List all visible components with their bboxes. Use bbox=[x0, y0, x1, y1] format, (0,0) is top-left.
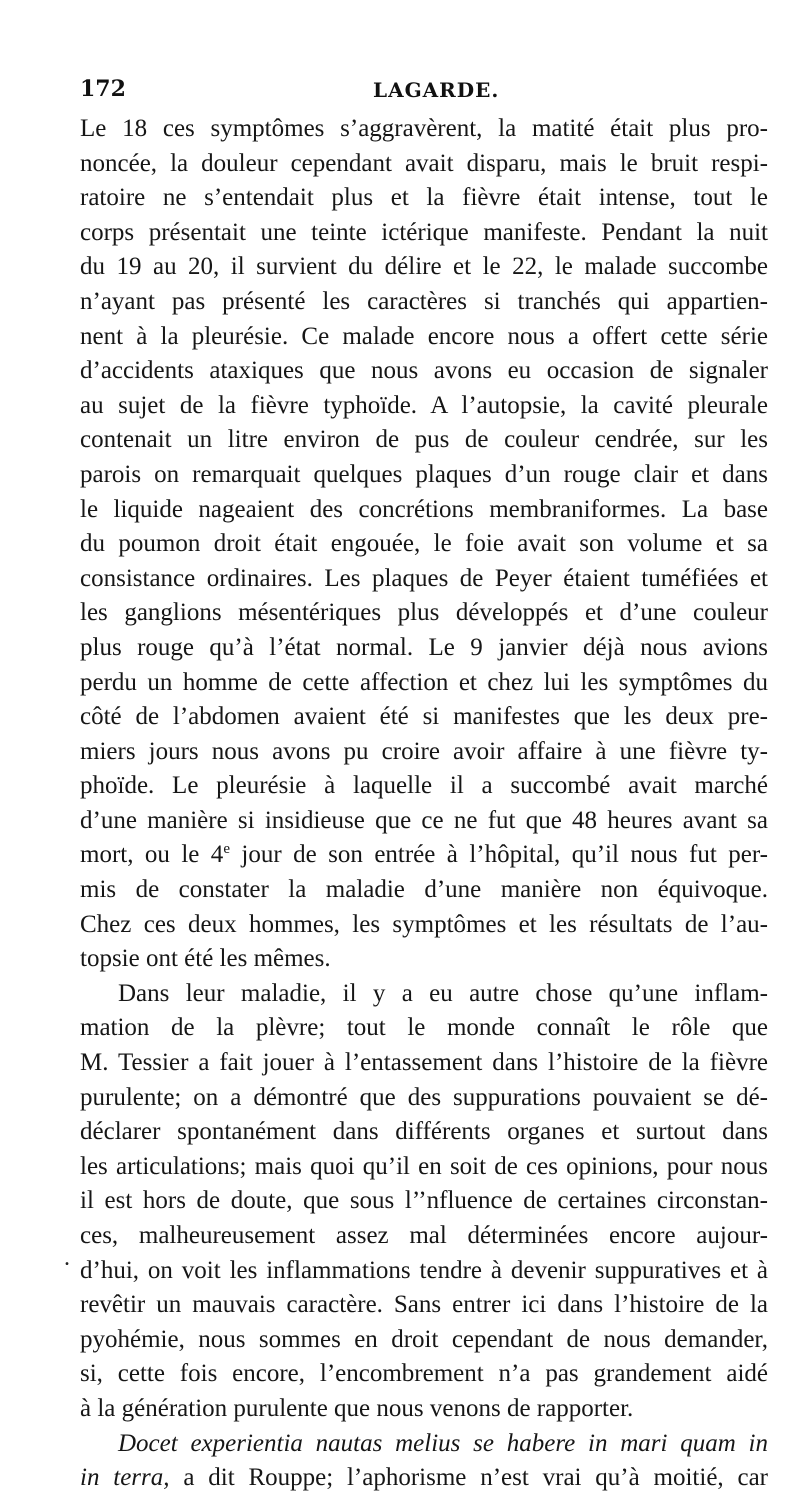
text-line: phoïde. Le pleurésie à laquelle il a succombé avait marché bbox=[80, 772, 768, 800]
text-line-mixed bbox=[80, 1461, 768, 1496]
text-line: purulente; on a démontré que des suppurations pouvaient se dé- bbox=[80, 1083, 768, 1111]
text-line: nent à la pleurésie. Ce malade encore nous a offert cette série bbox=[80, 322, 768, 350]
page-number: 172 bbox=[80, 76, 126, 102]
text-line: déclarer spontanément dans différents organes et surtout dans bbox=[80, 1118, 768, 1146]
text-line: corps présentait une teinte ictérique manifeste. Pendant la nuit bbox=[80, 218, 768, 246]
text-line: miers jours nous avons pu croire avoir affaire à une fièvre ty- bbox=[80, 737, 768, 765]
text-line: d’hui, on voit les inflammations tendre à devenir suppuratives et à bbox=[80, 1256, 768, 1284]
text-fragment: mort, ou le 4 bbox=[80, 841, 224, 869]
text-line: le liquide nageaient des concrétions membraniformes. La base bbox=[80, 495, 768, 523]
margin-mark: . bbox=[64, 1245, 70, 1271]
text-line: Chez ces deux hommes, les symptômes et les résultats de l’au- bbox=[80, 910, 768, 938]
text-line: parois on remarquait quelques plaques d’un rouge clair et dans bbox=[80, 460, 768, 488]
running-head: LAGARDE. bbox=[373, 78, 500, 102]
text-line: il est hors de doute, que sous l’’nfluence de certaines circonstan- bbox=[80, 1187, 768, 1215]
text-line: côté de l’abdomen avaient été si manifestes que les deux pre- bbox=[80, 703, 768, 731]
text-line: mis de constater la maladie d’une manière non équivoque. bbox=[80, 876, 768, 904]
text-line: perdu un homme de cette affection et chez lui les symptômes du bbox=[80, 668, 768, 696]
latin-quote-end: in terra, bbox=[80, 1464, 170, 1492]
text-line: topsie ont été les mêmes. bbox=[80, 945, 331, 973]
text-line-italic bbox=[80, 1427, 768, 1462]
text-fragment: a dit Rouppe; l’aphorisme n’est vrai qu’à moitié, car bbox=[183, 1464, 769, 1492]
text-line: à la génération purulente que nous venons de rapporter. bbox=[80, 1394, 634, 1422]
text-line: du 19 au 20, il survient du délire et le 22, le malade succombe bbox=[80, 253, 768, 281]
text-line: d’une manière si insidieuse que ce ne fut que 48 heures avant sa bbox=[80, 806, 768, 834]
text-line-with-superscript bbox=[80, 838, 768, 873]
text-fragment: jour de son entrée à l’hôpital, qu’il nous fut per- bbox=[229, 841, 768, 869]
latin-quote: Docet experientia nautas melius se habere in mari quam in bbox=[118, 1429, 768, 1457]
text-line: au sujet de la fièvre typhoïde. A l’autopsie, la cavité pleurale bbox=[80, 391, 768, 419]
text-line: ces, malheureusement assez mal déterminées encore aujour- bbox=[80, 1222, 768, 1249]
text-line: du poumon droit était engouée, le foie avait son volume et sa bbox=[80, 530, 768, 558]
text-line: ratoire ne s’entendait plus et la fièvre était intense, tout le bbox=[80, 184, 768, 212]
text-line: si, cette fois encore, l’encombrement n’a pas grandement aidé bbox=[80, 1360, 768, 1388]
text-line: les articulations; mais quoi qu’il en soit de ces opinions, pour nous bbox=[80, 1152, 768, 1180]
text-line: Le 18 ces symptômes s’aggravèrent, la matité était plus pro- bbox=[80, 115, 768, 142]
text-line: revêtir un mauvais caractère. Sans entrer ici dans l’histoire de la bbox=[80, 1291, 768, 1319]
text-line: n’ayant pas présenté les caractères si tranchés qui appartien- bbox=[80, 287, 768, 315]
text-line: d’accidents ataxiques que nous avons eu occasion de signaler bbox=[80, 357, 768, 385]
text-line: contenait un litre environ de pus de couleur cendrée, sur les bbox=[80, 426, 768, 454]
text-line: les ganglions mésentériques plus développés et d’une couleur bbox=[80, 599, 768, 627]
body-text bbox=[80, 112, 768, 1496]
text-line: Dans leur maladie, il y a eu autre chose qu’une inflam- bbox=[118, 979, 768, 1007]
text-line: pyohémie, nous sommes en droit cependant de nous demander, bbox=[80, 1325, 768, 1353]
text-line: noncée, la douleur cependant avait disparu, mais le bruit respi- bbox=[80, 149, 768, 177]
superscript: e bbox=[223, 841, 230, 858]
text-line: M. Tessier a fait jouer à l’entassement dans l’histoire de la fièvre bbox=[80, 1049, 768, 1077]
text-line: consistance ordinaires. Les plaques de Peyer étaient tuméfiées et bbox=[80, 564, 768, 592]
text-line: mation de la plèvre; tout le monde connaît le rôle que bbox=[80, 1014, 768, 1042]
text-line: plus rouge qu’à l’état normal. Le 9 janvier déjà nous avions bbox=[80, 633, 768, 661]
